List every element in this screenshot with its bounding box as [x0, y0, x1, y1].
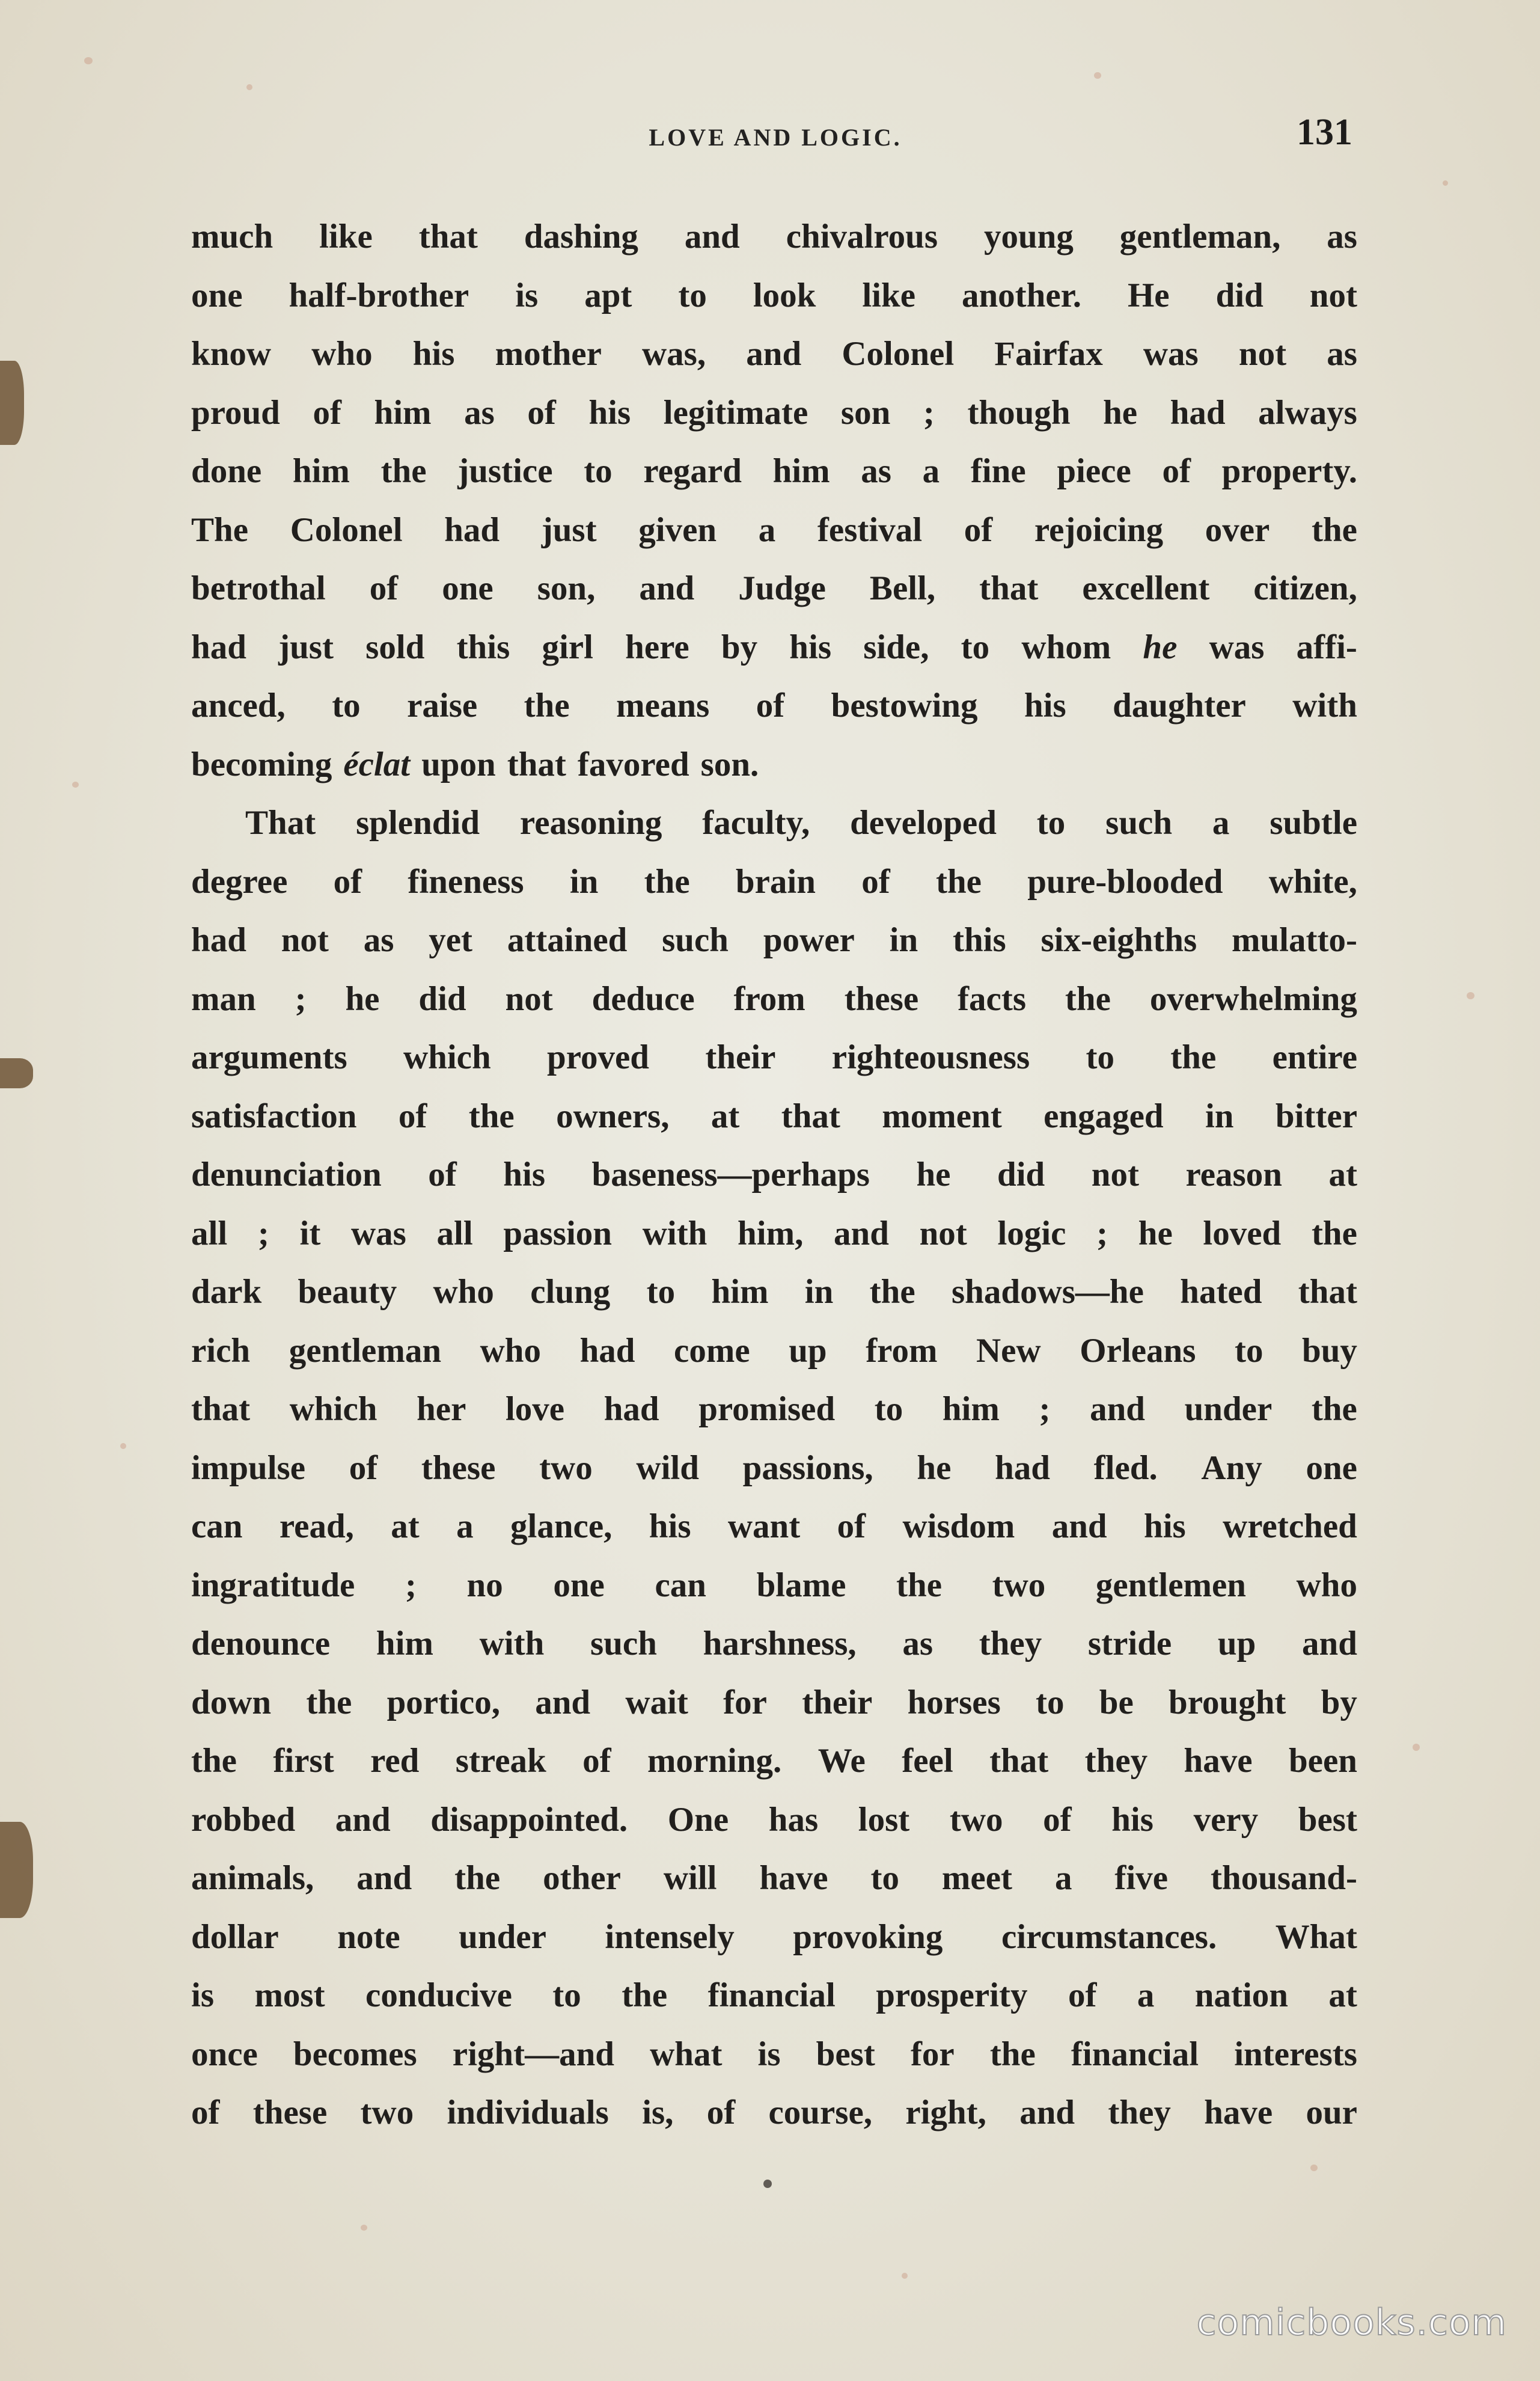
- text-line: dark beauty who clung to him in the shadows—he hated that: [191, 1273, 1357, 1311]
- text-line: much like that dashing and chivalrous young gentleman, as: [191, 218, 1357, 256]
- text-line: degree of fineness in the brain of the pure-blooded white,: [191, 862, 1357, 901]
- text-line: satisfaction of the owners, at that moment engaged in bitter: [191, 1097, 1357, 1135]
- foxing-speck: [361, 2225, 367, 2231]
- text-line: had not as yet attained such power in this six-eighths mulatto-: [191, 921, 1357, 959]
- text-line: ingratitude ; no one can blame the two gentlemen who: [191, 1566, 1357, 1604]
- text-line: the first red streak of morning. We feel that they have been: [191, 1742, 1357, 1780]
- text-line: one half-brother is apt to look like another. He did not: [191, 276, 1357, 314]
- text-line: anced, to raise the means of bestowing his daughter with: [191, 687, 1357, 725]
- text-line: is most conducive to the financial prosperity of a nation at: [191, 1976, 1357, 2014]
- text-line: betrothal of one son, and Judge Bell, that excellent citizen,: [191, 569, 1357, 607]
- text-line: animals, and the other will have to meet a five thousand-: [191, 1859, 1357, 1897]
- foxing-speck: [1443, 180, 1448, 186]
- text-line: know who his mother was, and Colonel Fairfax was not as: [191, 335, 1357, 373]
- text-line: down the portico, and wait for their horses to be brought by: [191, 1683, 1357, 1721]
- text-line: denounce him with such harshness, as they stride up and: [191, 1625, 1357, 1662]
- foxing-speck: [246, 84, 252, 90]
- text-line: arguments which proved their righteousness to the entire: [191, 1038, 1357, 1076]
- text-line: man ; he did not deduce from these facts the overwhelming: [191, 979, 1357, 1018]
- foxing-speck: [902, 2273, 908, 2279]
- foxing-speck: [763, 2180, 772, 2188]
- watermark: comicbooks.com: [1196, 2302, 1507, 2344]
- text-line: dollar note under intensely provoking circumstances. What: [191, 1917, 1357, 1956]
- text-line: becoming éclat upon that favored son.: [191, 745, 759, 783]
- page-number: 131: [1297, 112, 1352, 153]
- body-text: [191, 207, 1357, 2142]
- edge-wear-mark: [0, 361, 24, 445]
- text-line: that which her love had promised to him ; and under the: [191, 1390, 1357, 1428]
- text-line: That splendid reasoning faculty, developed to such a subtle: [245, 804, 1357, 842]
- running-title: LOVE AND LOGIC.: [649, 124, 902, 151]
- foxing-speck: [84, 57, 93, 64]
- text-line: proud of him as of his legitimate son ; though he had always: [191, 393, 1357, 432]
- text-line: done him the justice to regard him as a fine piece of property.: [191, 452, 1357, 490]
- text-line: once becomes right—and what is best for the financial interests: [191, 2035, 1357, 2073]
- text-line: denunciation of his baseness—perhaps he did not reason at: [191, 1156, 1357, 1194]
- foxing-speck: [120, 1443, 126, 1449]
- text-line: can read, at a glance, his want of wisdom and his wretched: [191, 1507, 1357, 1545]
- text-line: robbed and disappointed. One has lost two of his very best: [191, 1800, 1357, 1839]
- text-line: The Colonel had just given a festival of rejoicing over the: [191, 510, 1357, 549]
- text-line: impulse of these two wild passions, he had fled. Any one: [191, 1448, 1357, 1487]
- foxing-speck: [1467, 992, 1474, 999]
- text-line: rich gentleman who had come up from New Orleans to buy: [191, 1331, 1357, 1370]
- foxing-speck: [1413, 1744, 1420, 1751]
- foxing-speck: [1310, 2165, 1318, 2171]
- text-line: all ; it was all passion with him, and not logic ; he loved the: [191, 1214, 1357, 1252]
- edge-wear-mark: [0, 1822, 33, 1918]
- text-line: of these two individuals is, of course, right, and they have our: [191, 2094, 1357, 2131]
- running-head: [192, 111, 1358, 165]
- foxing-speck: [72, 782, 79, 788]
- edge-wear-mark: [0, 1058, 33, 1088]
- text-line: had just sold this girl here by his side, to whom he was affi-: [191, 628, 1357, 666]
- foxing-speck: [1094, 72, 1101, 79]
